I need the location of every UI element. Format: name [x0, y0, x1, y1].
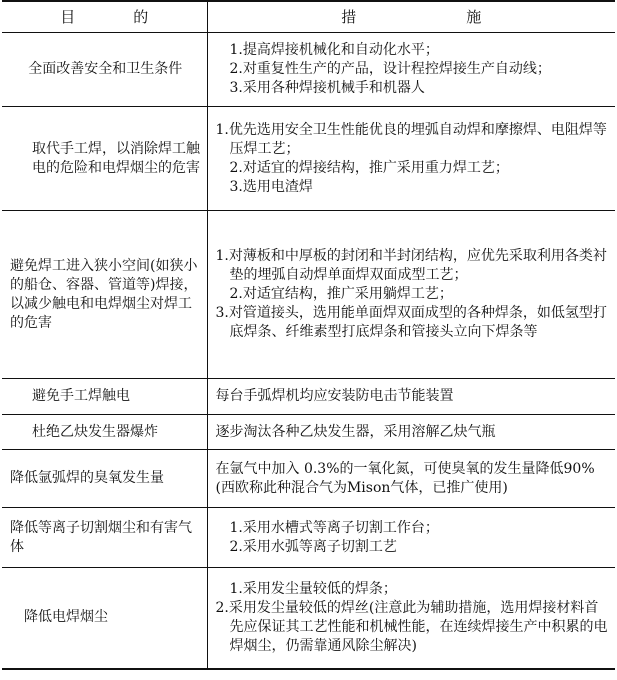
- measure-item: 1.采用发尘量较低的焊条；: [229, 580, 397, 597]
- measure-item: 1.对薄板和中厚板的封闭和半封闭结构，应优先采取利用各类衬垫的埋弧自动焊单面焊双面成型工艺；: [215, 248, 607, 283]
- table-header: [2, 1, 615, 33]
- purpose-cell: 取代手工焊，以消除焊工触电的危险和电焊烟尘的危害: [2, 107, 207, 211]
- measure-column-header: [207, 1, 615, 33]
- measure-item: 在氩气中加入 0.3%的一氧化氮，可使臭氧的发生量降低90%(西欧称此种混合气为Mison气体，已推广使用): [215, 460, 595, 496]
- header-row: [2, 1, 615, 33]
- measure-cell: [207, 508, 615, 568]
- measure-cell: [207, 450, 615, 508]
- measure-item: 1.优先选用安全卫生性能优良的埋弧自动焊和摩擦焊、电阻焊等压焊工艺；: [215, 121, 607, 157]
- purpose-header-char: 的: [133, 7, 149, 26]
- measure-cell: [207, 379, 615, 415]
- table-row: [2, 211, 615, 379]
- measure-item: 3.选用电渣焊: [229, 178, 313, 195]
- purpose-header-char: 目: [60, 7, 76, 26]
- measure-item: 2.采用发尘量较低的焊丝(注意此为辅助措施，选用焊接材料首先应保证其工艺性能和机械性能，在连续焊接生产中积累的电焊烟尘，仍需靠通风除尘解决): [215, 599, 608, 654]
- measure-header-char: 措: [341, 7, 357, 26]
- table-row: [2, 508, 615, 568]
- measure-cell: [207, 211, 615, 379]
- purpose-cell: 杜绝乙炔发生器爆炸: [2, 415, 207, 450]
- measure-item: 逐步淘汰各种乙炔发生器，采用溶解乙炔气瓶: [215, 423, 496, 440]
- measure-header-char: 施: [466, 7, 482, 26]
- table-row: [2, 107, 615, 211]
- measure-cell: [207, 415, 615, 450]
- purpose-cell: 避免手工焊触电: [2, 379, 207, 415]
- measure-item: 2.对适宜的焊接结构，推广采用重力焊工艺；: [229, 159, 509, 176]
- measure-item: 1.采用水槽式等离子切割工作台；: [229, 519, 439, 536]
- table-row: [2, 450, 615, 508]
- purpose-cell: 降低等离子切割烟尘和有害气体: [2, 508, 207, 568]
- purpose-cell: 降低电焊烟尘: [2, 568, 207, 669]
- measure-cell: [207, 33, 615, 107]
- measure-item: 1.提高焊接机械化和自动化水平；: [229, 42, 439, 58]
- table-row: [2, 568, 615, 669]
- purpose-cell: 避免焊工进入狭小空间(如狭小的船仓、容器、管道等)焊接，以减少触电和电焊烟尘对焊工的危害: [2, 211, 207, 379]
- table-row: [2, 379, 615, 415]
- measure-item: 每台手弧焊机均应安装防电击节能装置: [215, 388, 454, 404]
- table-row: [2, 415, 615, 450]
- measure-item: 3.对管道接头，选用能单面焊双面成型的各种焊条，如低氢型打底焊条、纤维素型打底焊条和管接头立向下焊条等: [215, 305, 607, 340]
- measure-item: 2.对重复性生产的产品，设计程控焊接生产自动线；: [229, 61, 551, 77]
- purpose-column-header: [2, 1, 207, 33]
- purpose-cell: 降低氩弧焊的臭氧发生量: [2, 450, 207, 508]
- measure-cell: [207, 568, 615, 669]
- measure-cell: [207, 107, 615, 211]
- table-row: [2, 33, 615, 107]
- safety-measures-table: [2, 0, 615, 670]
- purpose-cell: 全面改善安全和卫生条件: [2, 33, 207, 107]
- measure-item: 2.对适宜结构，推广采用躺焊工艺；: [229, 286, 453, 302]
- measure-item: 2.采用水弧等离子切割工艺: [229, 538, 397, 555]
- table-body: [2, 33, 615, 669]
- measure-item: 3.采用各种焊接机械手和机器人: [229, 80, 425, 96]
